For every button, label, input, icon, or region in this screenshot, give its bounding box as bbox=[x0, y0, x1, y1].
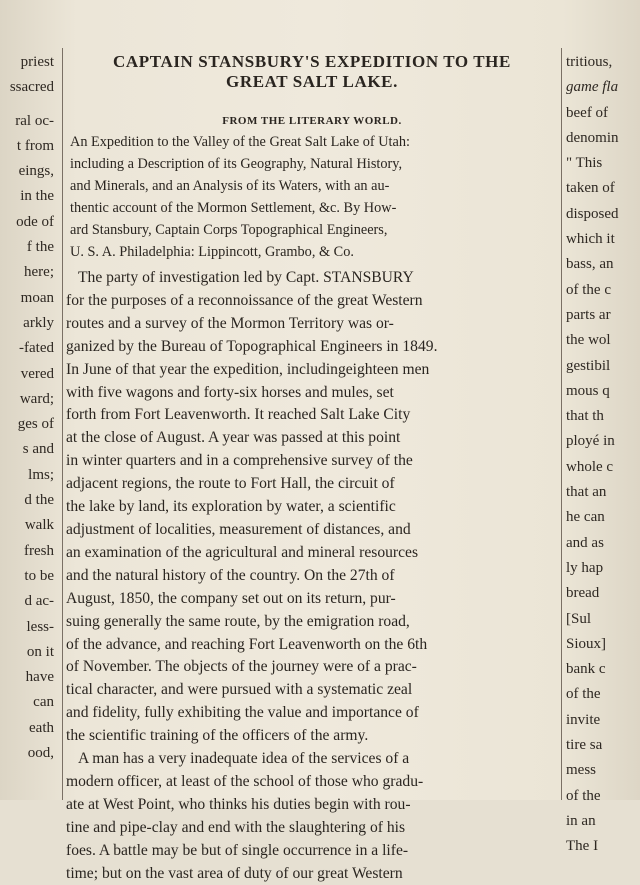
right-column-line: mous q bbox=[566, 382, 610, 399]
right-column-line: taken of bbox=[566, 180, 615, 197]
left-column-line: d ac- bbox=[24, 593, 54, 610]
citation-line: An Expedition to the Valley of the Great Salt Lake of Utah: bbox=[70, 134, 410, 150]
left-column-line: in the bbox=[20, 188, 54, 205]
body-line: August, 1850, the company set out on its return, pur- bbox=[66, 589, 396, 607]
left-column-line: d the bbox=[24, 492, 54, 509]
body-line: ganized by the Bureau of Topographical Engineers in 1849. bbox=[66, 337, 438, 355]
left-column-line: eings, bbox=[18, 163, 54, 180]
article-source: FROM THE LITERARY WORLD. bbox=[222, 115, 402, 127]
right-column-line: invite bbox=[566, 711, 601, 728]
body-line: the lake by land, its exploration by water, a scientific bbox=[66, 498, 396, 516]
body-line: routes and a survey of the Mormon Territory was or- bbox=[66, 314, 394, 332]
left-column-line: t from bbox=[16, 137, 54, 154]
left-column-line: here; bbox=[24, 264, 54, 281]
left-column-line: on it bbox=[26, 643, 54, 660]
left-column-line: priest bbox=[20, 54, 54, 70]
left-column-line: ssacred bbox=[9, 79, 54, 96]
left-column-line: lms; bbox=[28, 466, 54, 483]
article-title-line: GREAT SALT LAKE. bbox=[226, 72, 398, 91]
left-adjacent-column bbox=[0, 50, 56, 766]
body-line: and the natural history of the country. On the 27th of bbox=[66, 566, 395, 584]
right-column-line: tritious, bbox=[566, 54, 613, 70]
body-line: In June of that year the expedition, includingeighteen men bbox=[66, 360, 430, 378]
left-column-line: can bbox=[33, 694, 54, 711]
right-column-line: Sioux] bbox=[566, 635, 607, 652]
right-column-line: gestibil bbox=[566, 357, 611, 374]
right-column-line: of the c bbox=[566, 281, 611, 298]
body-line: The party of investigation led by Capt. STANSBURY bbox=[78, 269, 414, 286]
left-column-line: f the bbox=[26, 239, 54, 256]
body-line: the scientific training of the officers of the army. bbox=[66, 727, 369, 745]
right-column-rule bbox=[561, 48, 562, 800]
article-title bbox=[66, 52, 558, 92]
left-column-line: arkly bbox=[23, 314, 54, 331]
article-body bbox=[66, 267, 558, 885]
right-column-line: denomin bbox=[566, 129, 619, 146]
left-column-line: vered bbox=[20, 365, 54, 382]
body-line: of November. The objects of the journey were of a prac- bbox=[66, 658, 417, 676]
body-line: and fidelity, fully exhibiting the value and importance of bbox=[66, 704, 419, 722]
body-line: an examination of the agricultural and mineral resources bbox=[66, 543, 419, 561]
right-column-line: " This bbox=[566, 155, 603, 172]
right-column-line: ly hap bbox=[566, 559, 604, 576]
right-column-line: and as bbox=[566, 534, 604, 551]
right-column-line: ployé in bbox=[566, 433, 615, 450]
body-line: adjacent regions, the route to Fort Hall, the circuit of bbox=[66, 475, 395, 493]
citation-line: including a Description of its Geography, Natural History, bbox=[70, 156, 403, 172]
right-column-line: whole c bbox=[566, 458, 614, 475]
left-column-line: ood, bbox=[27, 745, 54, 762]
left-column-rule bbox=[62, 48, 63, 800]
body-line: A man has a very inadequate idea of the services of a bbox=[78, 750, 410, 768]
left-column-line: walk bbox=[24, 517, 54, 534]
right-column-line: in an bbox=[566, 812, 596, 829]
article-title-line: CAPTAIN STANSBURY'S EXPEDITION TO THE bbox=[113, 52, 511, 71]
left-column-line: moan bbox=[20, 289, 54, 306]
left-column-line: eath bbox=[29, 719, 54, 736]
body-line: tical character, and were pursued with a systematic zeal bbox=[66, 681, 413, 699]
left-column-line: fresh bbox=[24, 542, 54, 559]
left-column-line: less- bbox=[26, 618, 54, 635]
right-column-line: bass, an bbox=[566, 256, 614, 273]
citation-line: U. S. A. Philadelphia: Lippincott, Grambo, & Co. bbox=[70, 244, 354, 260]
body-line: in winter quarters and in a comprehensive survey of the bbox=[66, 452, 413, 470]
right-column-line: beef of bbox=[566, 104, 609, 121]
right-column-line: that an bbox=[566, 484, 607, 501]
left-column-line: ward; bbox=[19, 390, 54, 407]
body-line: for the purposes of a reconnoissance of the great Western bbox=[66, 291, 423, 309]
body-line: with five wagons and forty-six horses and mules, set bbox=[66, 383, 394, 401]
left-column-line: to be bbox=[24, 567, 54, 584]
right-column-line: The I bbox=[566, 838, 599, 855]
right-column-line: which it bbox=[566, 231, 615, 248]
right-column-line: parts ar bbox=[566, 306, 611, 323]
right-column-line: that th bbox=[566, 408, 604, 425]
right-column-line: of the bbox=[566, 787, 601, 804]
right-column-line: disposed bbox=[566, 205, 619, 222]
left-column-line: -fated bbox=[19, 340, 54, 357]
right-column-line: bread bbox=[566, 585, 600, 602]
body-line: adjustment of localities, measurement of distances, and bbox=[66, 520, 411, 538]
body-line: at the close of August. A year was passed at this point bbox=[66, 429, 401, 447]
right-column-line: mess bbox=[566, 762, 596, 779]
right-column-line: he can bbox=[566, 509, 605, 526]
right-column-line: the wol bbox=[566, 332, 611, 349]
body-line: suing generally the same route, by the emigration road, bbox=[66, 612, 410, 630]
left-column-line: ges of bbox=[17, 416, 54, 433]
left-column-line: have bbox=[25, 669, 54, 686]
body-line: modern officer, at least of the school of those who gradu- bbox=[66, 772, 424, 790]
right-adjacent-column bbox=[566, 54, 640, 860]
left-column-line: ode of bbox=[16, 213, 54, 230]
citation-line: thentic account of the Mormon Settlement, &c. By How- bbox=[70, 200, 397, 216]
right-column-line: bank c bbox=[566, 661, 606, 678]
citation-line: ard Stansbury, Captain Corps Topographical Engineers, bbox=[70, 222, 388, 238]
left-column-line: ral oc- bbox=[15, 112, 54, 129]
right-column-line: [Sul bbox=[566, 610, 592, 627]
article bbox=[66, 52, 558, 885]
body-line: ate at West Point, who thinks his duties begin with rou- bbox=[66, 795, 411, 813]
body-line: foes. A battle may be but of single occurrence in a life- bbox=[66, 841, 409, 859]
body-line: tine and pipe-clay and end with the slaughtering of his bbox=[66, 818, 406, 836]
right-column-line: of the bbox=[566, 686, 601, 703]
body-line: forth from Fort Leavenworth. It reached Salt Lake City bbox=[66, 406, 411, 424]
citation-line: and Minerals, and an Analysis of its Waters, with an au- bbox=[70, 178, 390, 194]
right-column-line: tire sa bbox=[566, 737, 603, 754]
body-line: time; but on the vast area of duty of our great Western bbox=[66, 864, 403, 882]
body-line: of the advance, and reaching Fort Leavenworth on the 6th bbox=[66, 635, 428, 653]
left-column-line: s and bbox=[22, 441, 54, 458]
left-column-line bbox=[0, 101, 56, 109]
book-citation bbox=[66, 131, 558, 263]
right-column-line: game fla bbox=[566, 79, 619, 96]
